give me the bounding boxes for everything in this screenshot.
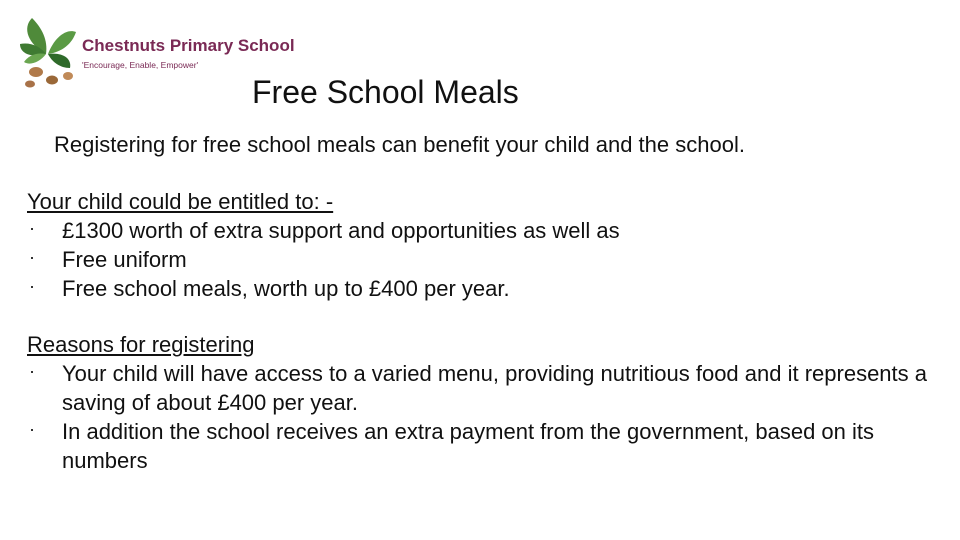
school-name: Chestnuts Primary School [82,36,295,55]
school-motto: 'Encourage, Enable, Empower' [82,60,199,70]
reasons-section [27,330,927,475]
entitlements-section [27,187,927,303]
list-item [27,417,927,475]
list-item [27,245,927,274]
list-item [27,216,927,245]
entitlements-list [27,216,927,303]
list-item [27,359,927,417]
page-subtitle: Registering for free school meals can benefit your child and the school. [54,132,745,157]
bullet [31,286,33,288]
page-title: Free School Meals [252,74,519,110]
reasons-heading: Reasons for registering [27,332,255,357]
list-item [27,274,927,303]
list-item-text: £1300 worth of extra support and opportunities as well as [62,218,620,243]
list-item-text: In addition the school receives an extra payment from the government, based on its numbers [62,419,875,473]
entitlements-heading: Your child could be entitled to: - [27,189,334,214]
bullet [31,371,33,373]
list-item-text: Your child will have access to a varied menu, providing nutritious food and it represents a saving of about £400 per year. [62,361,928,415]
list-item-text: Free school meals, worth up to £400 per year. [62,276,510,301]
reasons-list [27,359,927,475]
bullet [31,257,33,259]
bullet [31,429,33,431]
bullet [31,228,33,230]
chestnut-leaves-icon [18,14,82,94]
list-item-text: Free uniform [62,247,187,272]
